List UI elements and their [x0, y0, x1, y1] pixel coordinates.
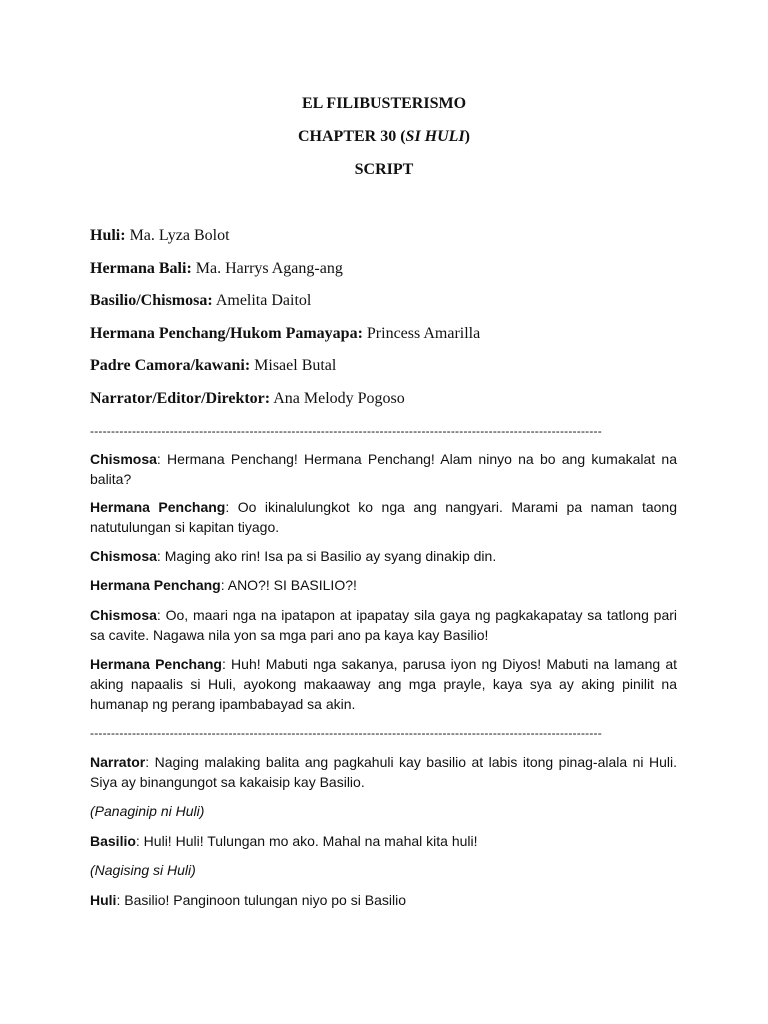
dialogue-line [90, 497, 677, 537]
divider-line: -------------------------------------------------------------------------------------------------------------------------- [90, 424, 602, 438]
cast-line [90, 324, 690, 344]
speaker-name: Huli [90, 892, 117, 908]
dialogue-text: : Huh! Mabuti nga sakanya, parusa iyon ng Diyos! Mabuti na lamang at aking napaalis si Huli, ayokong makaaway ang mga prayle, kaya sya ay aking pinilit na humanap ng perang ipambabayad sa akin. [90, 656, 677, 712]
dialogue-line [90, 890, 677, 910]
speaker-name: Hermana Penchang [90, 656, 222, 672]
dialogue-text: : ANO?! SI BASILIO?! [220, 577, 357, 593]
dialogue-text: : Hermana Penchang! Hermana Penchang! Alam ninyo na bo ang kumakalat na balita? [90, 451, 677, 487]
cast-line [90, 226, 690, 246]
document-subtitle: SCRIPT [354, 161, 414, 178]
dialogue-text: : Maging ako rin! Isa pa si Basilio ay syang dinakip din. [156, 548, 497, 564]
dialogue-line [90, 752, 677, 792]
speaker-name: Basilio [90, 833, 136, 849]
cast-role: Huli: [90, 227, 126, 244]
dialogue-line [90, 575, 677, 595]
dialogue-text: : Oo ikinalulungkot ko nga ang nangyari. Marami pa naman taong natutulungan si kapitan tiyago. [90, 499, 677, 535]
cast-actor: Ana Melody Pogoso [273, 390, 405, 407]
speaker-name: Chismosa [90, 451, 157, 467]
dialogue-text: : Huli! Huli! Tulungan mo ako. Mahal na mahal kita huli! [135, 833, 478, 849]
dialogue-line [90, 831, 677, 851]
dialogue-text: : Naging malaking balita ang pagkahuli kay basilio at labis itong pinag-alala ni Huli. Siya ay binangungot sa kakaisip kay Basilio. [90, 754, 677, 790]
dialogue-line [90, 449, 677, 489]
cast-actor: Misael Butal [254, 357, 337, 374]
document-title: EL FILIBUSTERISMO [301, 95, 467, 112]
dialogue-text: : Basilio! Panginoon tulungan niyo po si Basilio [116, 892, 406, 908]
stage-direction: (Nagising si Huli) [90, 862, 196, 878]
divider-line: -------------------------------------------------------------------------------------------------------------------------- [90, 726, 602, 740]
speaker-name: Hermana Penchang [90, 499, 226, 515]
cast-actor: Ma. Lyza Bolot [129, 227, 230, 244]
cast-actor: Princess Amarilla [366, 325, 481, 342]
cast-line [90, 356, 690, 376]
cast-line [90, 291, 690, 311]
speaker-name: Hermana Penchang [90, 577, 221, 593]
chapter-heading: CHAPTER 30 (SI HULI) [297, 128, 470, 145]
cast-role: Basilio/Chismosa: [90, 292, 213, 309]
cast-line [90, 389, 690, 409]
speaker-name: Chismosa [90, 548, 157, 564]
speaker-name: Chismosa [90, 607, 157, 623]
cast-role: Narrator/Editor/Direktor: [90, 390, 271, 407]
dialogue-line [90, 546, 677, 566]
cast-actor: Ma. Harrys Agang-ang [195, 260, 343, 277]
cast-line [90, 259, 690, 279]
stage-direction: (Panaginip ni Huli) [90, 803, 205, 819]
cast-role: Hermana Penchang/Hukom Pamayapa: [90, 325, 363, 342]
cast-role: Padre Camora/kawani: [90, 357, 251, 374]
cast-role: Hermana Bali: [90, 260, 192, 277]
dialogue-line [90, 654, 677, 714]
dialogue-line [90, 605, 677, 645]
speaker-name: Narrator [90, 754, 146, 770]
cast-actor: Amelita Daitol [215, 292, 312, 309]
dialogue-text: : Oo, maari nga na ipatapon at ipapatay sila gaya ng pagkakapatay sa tatlong pari sa cavite. Nagawa nila yon sa mga pari ano pa kaya kay Basilio! [90, 607, 677, 643]
chapter-name: SI HULI [405, 128, 465, 145]
